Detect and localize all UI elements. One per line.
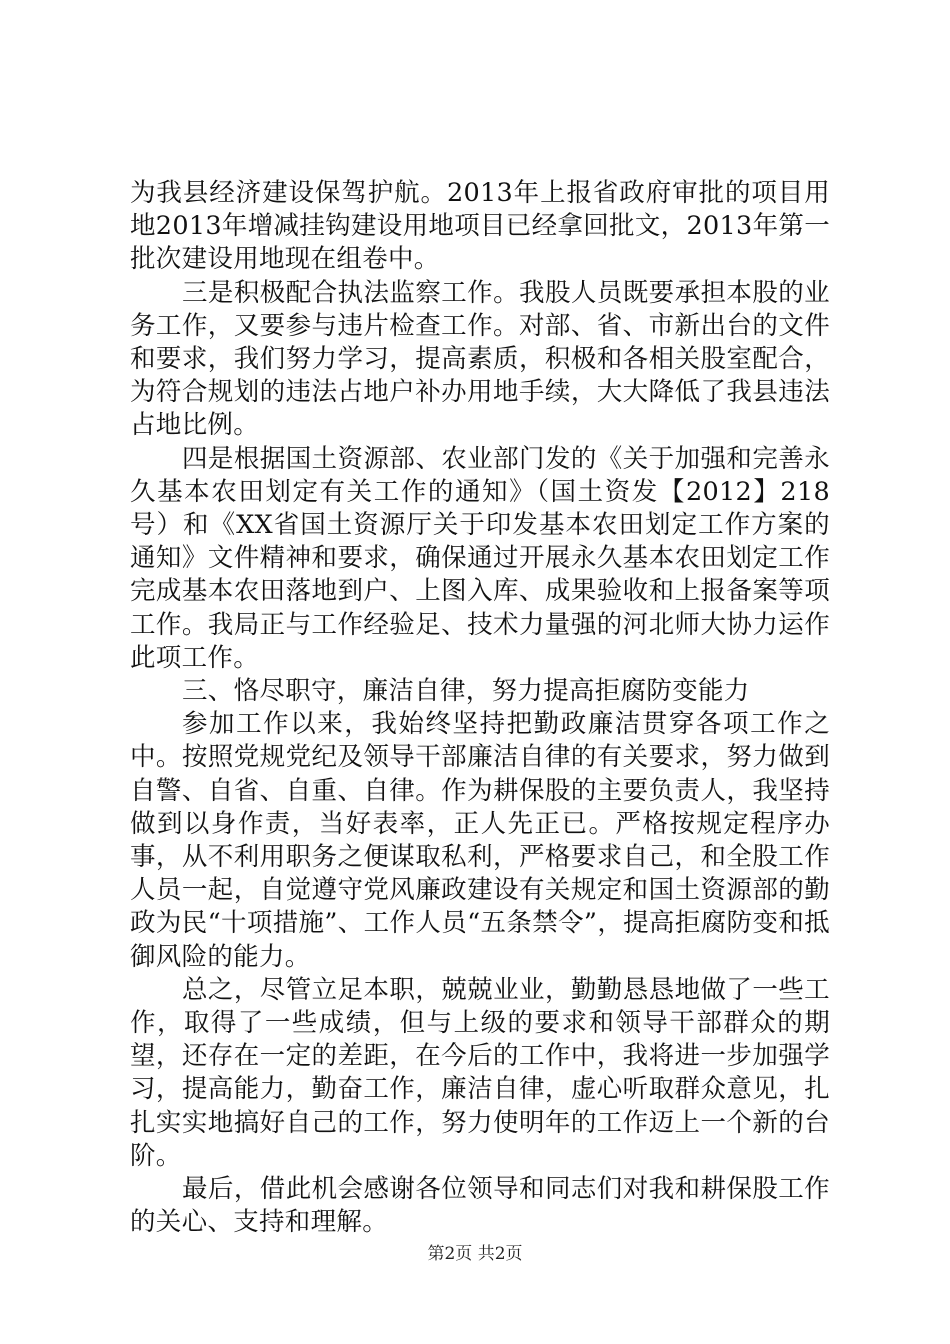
document-body (130, 177, 830, 1240)
paragraph-6: 最后，借此机会感谢各位领导和同志们对我和耕保股工作的关心、支持和理解。 (130, 1174, 830, 1238)
paragraph-1: 为我县经济建设保驾护航。2013年上报省政府审批的项目用地2013年增减挂钩建设用地项目已经拿回批文，2013年第一批次建设用地现在组卷中。 (130, 178, 830, 275)
paragraph-4: 参加工作以来，我始终坚持把勤政廉洁贯穿各项工作之中。按照党规党纪及领导干部廉洁自律的有关要求，努力做到自警、自省、自重、自律。作为耕保股的主要负责人，我坚持做到以身作责，当好表率，正人先正已。严格按规定程序办事，从不利用职务之便谋取私利，严格要求自己，和全股工作人员一起，自觉遵守党风廉政建设有关规定和国土资源部的勤政为民“十项措施”、工作人员“五条禁令”，提高拒腐防变和抵御风险的能力。 (130, 709, 830, 972)
paragraph-2: 三是积极配合执法监察工作。我股人员既要承担本股的业务工作，又要参与违片检查工作。对部、省、市新出台的文件和要求，我们努力学习，提高素质，积极和各相关股室配合，为符合规划的违法占地户补办用地手续，大大降低了我县违法占地比例。 (130, 277, 830, 441)
page-number: 第2页 共2页 (427, 1244, 523, 1264)
page-footer (0, 1244, 950, 1264)
paragraph-3: 四是根据国土资源部、农业部门发的《关于加强和完善永久基本农田划定有关工作的通知》（国土资发【2012】218号）和《XX省国土资源厅关于印发基本农田划定工作方案的通知》文件精神和要求，确保通过开展永久基本农田划定工作完成基本农田落地到户、上图入库、成果验收和上报备案等项工作。我局正与工作经验足、技术力量强的河北师大协力运作此项工作。 (130, 443, 830, 673)
paragraph-5: 总之，尽管立足本职，兢兢业业，勤勤恳恳地做了一些工作，取得了一些成绩，但与上级的要求和领导干部群众的期望，还存在一定的差距，在今后的工作中，我将进一步加强学习，提高能力，勤奋工作，廉洁自律，虚心听取群众意见，扎扎实实地搞好自己的工作，努力使明年的工作迈上一个新的台阶。 (130, 974, 830, 1171)
section-heading-3: 三、恪尽职守，廉洁自律，努力提高拒腐防变能力 (182, 676, 750, 707)
